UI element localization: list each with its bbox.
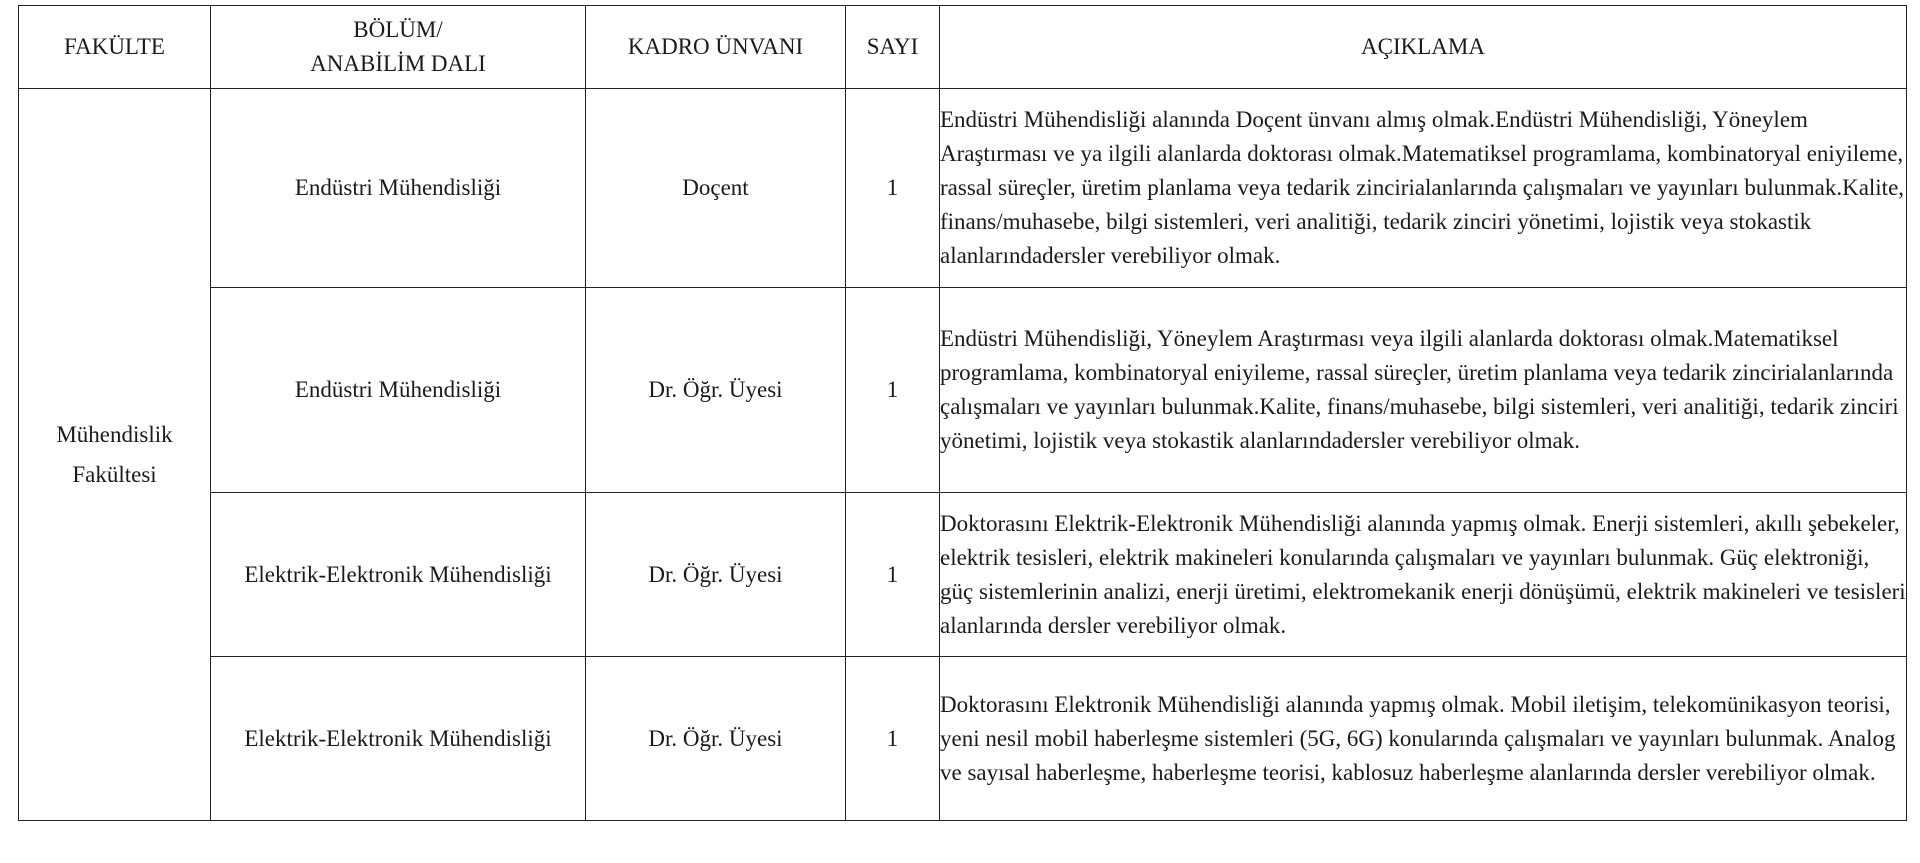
table-row [19,89,1907,288]
count-cell: 1 [846,657,940,821]
table-row [19,493,1907,657]
title-cell: Doçent [586,89,846,288]
faculty-line2: Fakültesi [72,461,157,487]
table-row [19,657,1907,821]
title-cell: Dr. Öğr. Üyesi [586,657,846,821]
faculty-cell [19,89,211,821]
count-cell: 1 [846,493,940,657]
department-cell: Endüstri Mühendisliği [211,288,586,493]
title-cell: Dr. Öğr. Üyesi [586,493,846,657]
description-cell: Endüstri Mühendisliği alanında Doçent ünvanı almış olmak.Endüstri Mühendisliği, Yöneylem Araştırması ve ya ilgili alanlarda doktorası olmak.Matematiksel programlama, kombinatoryal eniyileme, rassal süreçler, üretim planlama veya tedarik zincirialanlarında çalışmaları ve yayınları bulunmak.Kalite, finans/muhasebe, bilgi sistemleri, veri analitiği, tedarik zinciri yönetimi, lojistik veya stokastik alanlarındadersler verebiliyor olmak. [940,89,1907,288]
staff-positions-table [18,5,1907,821]
table-container [18,5,1907,821]
header-row [19,6,1907,89]
department-cell: Elektrik-Elektronik Mühendisliği [211,657,586,821]
department-cell: Endüstri Mühendisliği [211,89,586,288]
header-title: KADRO ÜNVANI [586,6,846,89]
header-faculty: FAKÜLTE [19,6,211,89]
header-department-line2: ANABİLİM DALI [310,51,486,76]
table-row [19,288,1907,493]
description-cell: Doktorasını Elektrik-Elektronik Mühendisliği alanında yapmış olmak. Enerji sistemleri, akıllı şebekeler, elektrik tesisleri, elektrik makineleri konularında çalışmaları ve yayınları bulunmak. Güç elektroniği, güç sistemlerinin analizi, enerji üretimi, elektromekanik enerji dönüşümü, elektrik makineleri ve tesisleri alanlarında dersler verebiliyor olmak. [940,493,1907,657]
faculty-line1: Mühendislik [56,421,173,447]
description-cell: Doktorasını Elektronik Mühendisliği alanında yapmış olmak. Mobil iletişim, telekomünikasyon teorisi, yeni nesil mobil haberleşme sistemleri (5G, 6G) konularında çalışmaları ve yayınları bulunmak. Analog ve sayısal haberleşme, haberleşme teorisi, kablosuz haberleşme alanlarında dersler verebiliyor olmak. [940,657,1907,821]
header-department [211,6,586,89]
department-cell: Elektrik-Elektronik Mühendisliği [211,493,586,657]
count-cell: 1 [846,288,940,493]
header-description: AÇIKLAMA [940,6,1907,89]
header-department-line1: BÖLÜM/ [353,17,443,42]
description-cell: Endüstri Mühendisliği, Yöneylem Araştırması veya ilgili alanlarda doktorası olmak.Matematiksel programlama, kombinatoryal eniyileme, rassal süreçler, üretim planlama veya tedarik zincirialanlarında çalışmaları ve yayınları bulunmak.Kalite, finans/muhasebe, bilgi sistemleri, veri analitiği, tedarik zinciri yönetimi, lojistik veya stokastik alanlarındadersler verebiliyor olmak. [940,288,1907,493]
count-cell: 1 [846,89,940,288]
header-count: SAYI [846,6,940,89]
title-cell: Dr. Öğr. Üyesi [586,288,846,493]
